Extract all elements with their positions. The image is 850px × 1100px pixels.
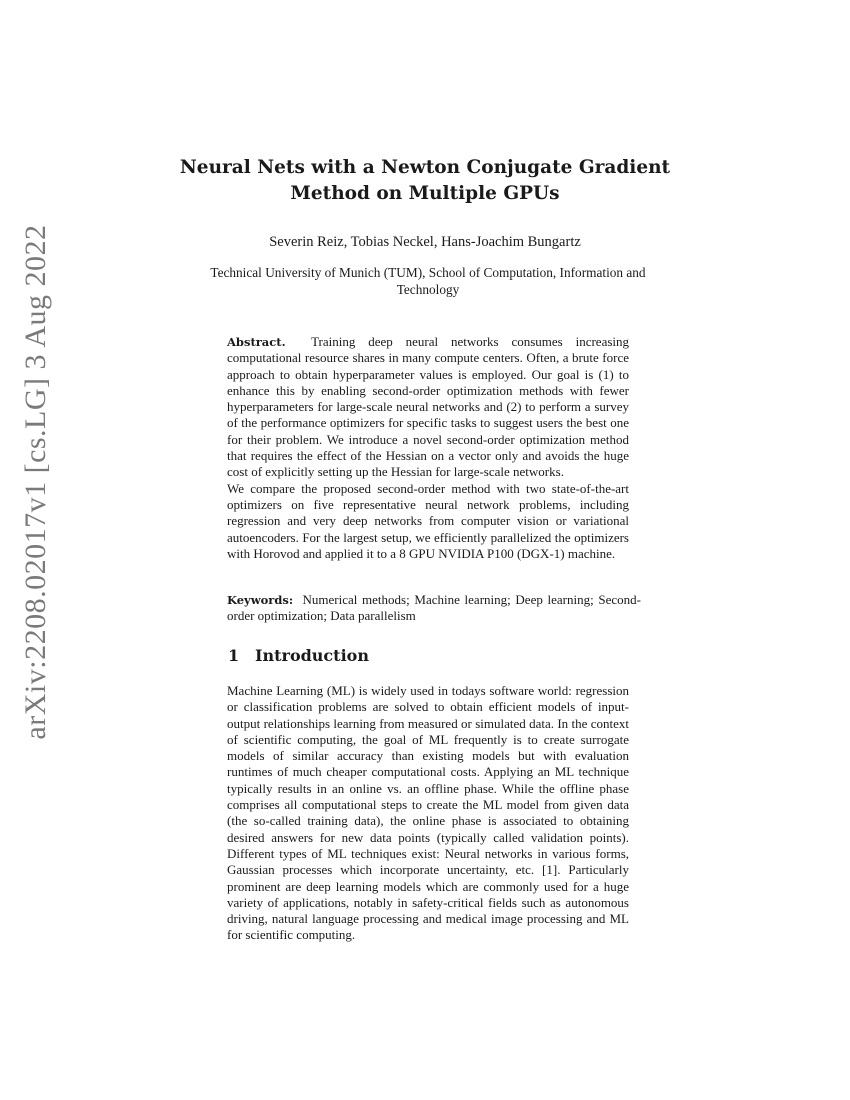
abstract-paragraph-1: [227, 334, 629, 481]
author-list: Severin Reiz, Tobias Neckel, Hans-Joachim Bungartz: [269, 234, 581, 250]
abstract-paragraph-2: We compare the proposed second-order method with two state-of-the-art optimizers on five representative neural network problems, including regression and very deep networks from computer vision or variational autoencoders. For the largest setup, we efficiently parallelized the optimizers with Horovod and applied it to a 8 GPU NVIDIA P100 (DGX-1) machine.: [227, 480, 629, 561]
abstract-label: Abstract.: [227, 335, 286, 349]
affiliation: Technical University of Munich (TUM), School of Computation, Information and Technology: [210, 265, 646, 297]
section-number: 1: [228, 646, 240, 665]
keywords-label: Keywords:: [227, 593, 294, 607]
introduction-body: [227, 683, 629, 944]
abstract-text-1: Training deep neural networks consumes increasing computational resource shares in many compute centers. Often, a brute force approach to obtain hyperparameter values is employed. Our goal is (1) to enhance this by enabling second-order optimization methods with fewer hyperparameters for large-scale neural networks and (2) to perform a survey of the performance optimizers for specific tasks to suggest users the best one for their problem. We introduce a novel second-order optimization method that requires the effect of the Hessian on a vector only and avoids the huge cost of explicitly setting up the Hessian for large-scale networks.: [227, 334, 630, 480]
keywords: [227, 592, 641, 625]
section-heading-introduction: [228, 646, 369, 665]
section-title: Introduction: [255, 646, 369, 665]
introduction-paragraph: Machine Learning (ML) is widely used in todays software world: regression or classification problems are solved to obtain efficient models of input-output relationships learning from measured or simulated data. In the context of scientific computing, the goal of ML frequently is to create surrogate models of similar accuracy than existing models but with evaluation runtimes of much cheaper computational costs. Applying an ML technique typically results in an online vs. an offline phase. While the offline phase comprises all computational steps to create the ML model from given data (the so-called training data), the online phase is associated to obtaining desired answers for new data points (typically called validation points). Different types of ML techniques exist: Neural networks in various forms, Gaussian processes which incorporate uncertainty, etc. [1]. Particularly prominent are deep learning models which are commonly used for a huge variety of applications, notably in safety-critical fields such as autonomous driving, natural language processing and medical image processing and ML for scientific computing.: [227, 683, 629, 943]
keywords-text: Numerical methods; Machine learning; Deep learning; Second-order optimization; Data parallelism: [227, 592, 641, 624]
paper-title-line-2: Method on Multiple GPUs: [290, 183, 560, 204]
arxiv-identifier-stamp: arXiv:2208.02017v1 [cs.LG] 3 Aug 2022: [19, 224, 52, 740]
paper-title-line-1: Neural Nets with a Newton Conjugate Gradient: [179, 157, 671, 178]
paper-title: [0, 155, 850, 207]
abstract: [227, 334, 629, 562]
